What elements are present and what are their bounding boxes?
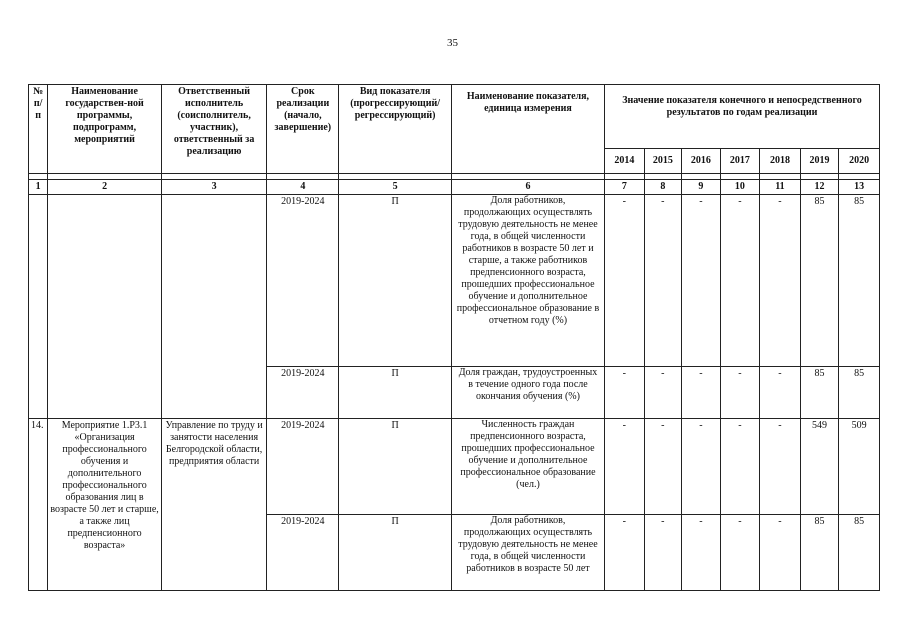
column-number: 11 bbox=[760, 180, 801, 195]
row-value-2015: - bbox=[644, 195, 682, 367]
row-type: П bbox=[339, 367, 452, 419]
row-name-cell bbox=[48, 195, 162, 419]
row-value-2014: - bbox=[605, 515, 645, 591]
row-value-2015: - bbox=[644, 419, 682, 515]
header-year-2020: 2020 bbox=[839, 149, 880, 174]
row-value-2018: - bbox=[760, 367, 801, 419]
header-term: Срок реализации (начало, завершение) bbox=[267, 85, 339, 174]
row-value-2019: 85 bbox=[800, 367, 839, 419]
row-value-2018: - bbox=[760, 515, 801, 591]
row-term: 2019-2024 bbox=[267, 515, 339, 591]
header-num: № п/п bbox=[29, 85, 48, 174]
row-indicator: Доля работников, продолжающих осуществлять трудовую деятельность не менее года, в общей численности работников в возрасте 50 лет bbox=[451, 515, 604, 591]
header-year-2017: 2017 bbox=[720, 149, 760, 174]
header-year-2014: 2014 bbox=[605, 149, 645, 174]
row-value-2018: - bbox=[760, 195, 801, 367]
row-type: П bbox=[339, 515, 452, 591]
row-name: Мероприятие 1.Р3.1 «Организация профессионального обучения и дополнительного профессионального образования лиц в возрасте 50 лет и старше, а также лиц предпенсионного возраста» bbox=[48, 419, 162, 591]
row-term: 2019-2024 bbox=[267, 367, 339, 419]
row-value-2020: 85 bbox=[839, 515, 880, 591]
row-value-2019: 85 bbox=[800, 195, 839, 367]
row-type: П bbox=[339, 419, 452, 515]
row-value-2016: - bbox=[682, 515, 721, 591]
row-value-2016: - bbox=[682, 367, 721, 419]
row-value-2019: 549 bbox=[800, 419, 839, 515]
column-number: 13 bbox=[839, 180, 880, 195]
row-indicator: Численность граждан предпенсионного возраста, прошедших профессиональное обучение и дополнительное профессиональное образование (чел.) bbox=[451, 419, 604, 515]
row-responsible-cell bbox=[161, 195, 266, 419]
row-value-2016: - bbox=[682, 419, 721, 515]
row-responsible: Управление по труду и занятости населения Белгородской области, предприятия области bbox=[161, 419, 266, 591]
row-value-2017: - bbox=[720, 515, 760, 591]
row-value-2014: - bbox=[605, 367, 645, 419]
header-year-2018: 2018 bbox=[760, 149, 801, 174]
row-num-cell bbox=[29, 195, 48, 419]
row-term: 2019-2024 bbox=[267, 195, 339, 367]
header-year-2019: 2019 bbox=[800, 149, 839, 174]
page-number: 35 bbox=[447, 37, 458, 49]
row-indicator: Доля работников, продолжающих осуществлять трудовую деятельность не менее года, в общей численности работников в возрасте 50 лет и старше, а также работников предпенсионного возраста, прошедших профессиональное обучение и дополнительное профессиональное образование в отчетном году (%) bbox=[451, 195, 604, 367]
table-row bbox=[29, 195, 880, 367]
header-values-group: Значение показателя конечного и непосредственного результатов по годам реализации bbox=[605, 85, 880, 149]
column-number: 3 bbox=[161, 180, 266, 195]
column-number: 5 bbox=[339, 180, 452, 195]
row-indicator: Доля граждан, трудоустроенных в течение одного года после окончания обучения (%) bbox=[451, 367, 604, 419]
column-number: 2 bbox=[48, 180, 162, 195]
header-responsible: Ответственный исполнитель (соисполнитель, участник), ответственный за реализацию bbox=[161, 85, 266, 174]
column-number: 1 bbox=[29, 180, 48, 195]
column-number: 6 bbox=[451, 180, 604, 195]
table-row bbox=[29, 419, 880, 515]
header-indicator-type: Вид показателя (прогрессирующий/ регрессирующий) bbox=[339, 85, 452, 174]
row-value-2020: 85 bbox=[839, 367, 880, 419]
row-value-2017: - bbox=[720, 367, 760, 419]
row-value-2019: 85 bbox=[800, 515, 839, 591]
row-value-2015: - bbox=[644, 367, 682, 419]
header-year-2015: 2015 bbox=[644, 149, 682, 174]
column-number: 10 bbox=[720, 180, 760, 195]
column-number: 7 bbox=[605, 180, 645, 195]
row-value-2014: - bbox=[605, 419, 645, 515]
header-year-2016: 2016 bbox=[682, 149, 721, 174]
indicators-table bbox=[28, 84, 880, 591]
column-number: 4 bbox=[267, 180, 339, 195]
row-type: П bbox=[339, 195, 452, 367]
row-value-2017: - bbox=[720, 195, 760, 367]
row-num: 14. bbox=[29, 419, 48, 591]
row-value-2014: - bbox=[605, 195, 645, 367]
column-number: 8 bbox=[644, 180, 682, 195]
header-name: Наименование государствен-ной программы, подпрограмм, мероприятий bbox=[48, 85, 162, 174]
row-value-2018: - bbox=[760, 419, 801, 515]
row-term: 2019-2024 bbox=[267, 419, 339, 515]
header-indicator-name: Наименование показателя, единица измерения bbox=[451, 85, 604, 174]
row-value-2015: - bbox=[644, 515, 682, 591]
row-value-2020: 509 bbox=[839, 419, 880, 515]
row-value-2016: - bbox=[682, 195, 721, 367]
row-value-2017: - bbox=[720, 419, 760, 515]
column-number: 12 bbox=[800, 180, 839, 195]
column-number: 9 bbox=[682, 180, 721, 195]
column-number-row bbox=[29, 180, 880, 195]
row-value-2020: 85 bbox=[839, 195, 880, 367]
